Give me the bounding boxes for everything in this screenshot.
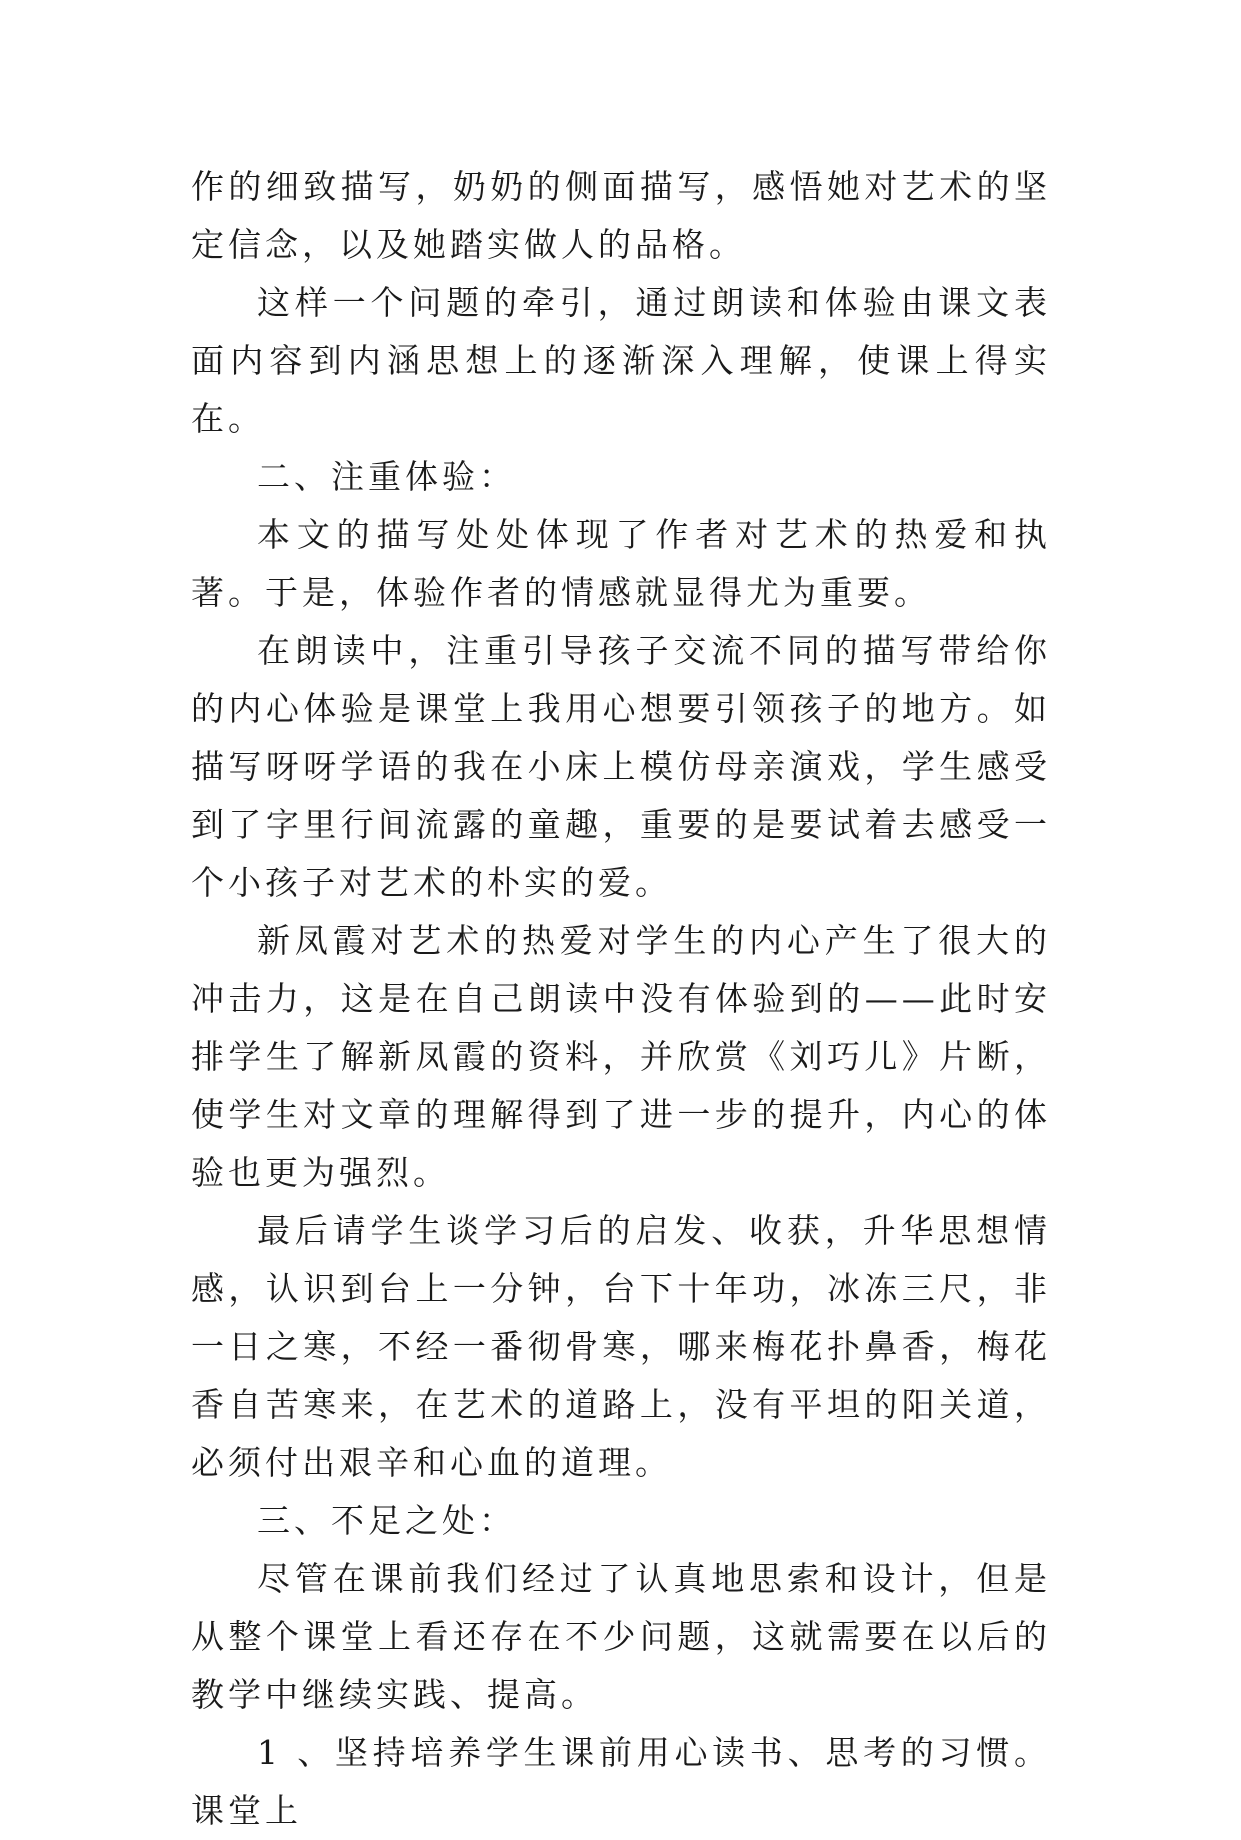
paragraph: 新凤霞对艺术的热爱对学生的内心产生了很大的冲击力，这是在自己朗读中没有体验到的——此时安排学生了解新凤霞的资料，并欣赏《刘巧儿》片断，使学生对文章的理解得到了进一步的提升，内心的体验也更为强烈。 [191,921,1051,1192]
section-heading-shortcomings: 三、不足之处： [257,1501,516,1540]
paragraph: 这样一个问题的牵引，通过朗读和体验由课文表面内容到内涵思想上的逐渐深入理解，使课上得实在。 [191,283,1051,438]
section-heading-experience: 二、注重体验： [257,457,516,496]
document-body [191,158,1051,1840]
paragraph: 本文的描写处处体现了作者对艺术的热爱和执著。于是，体验作者的情感就显得尤为重要。 [191,515,1051,612]
paragraph: 尽管在课前我们经过了认真地思索和设计，但是从整个课堂上看还存在不少问题，这就需要在以后的教学中继续实践、提高。 [191,1559,1051,1714]
paragraph: 在朗读中，注重引导孩子交流不同的描写带给你的内心体验是课堂上我用心想要引领孩子的地方。如描写呀呀学语的我在小床上模仿母亲演戏，学生感受到了字里行间流露的童趣，重要的是要试着去感受一个小孩子对艺术的朴实的爱。 [191,631,1051,902]
list-item-1: 1 、坚持培养学生课前用心读书、思考的习惯。课堂上 [191,1733,1051,1830]
paragraph-continued: 作的细致描写，奶奶的侧面描写，感悟她对艺术的坚定信念，以及她踏实做人的品格。 [191,167,1051,264]
paragraph: 最后请学生谈学习后的启发、收获，升华思想情感，认识到台上一分钟，台下十年功，冰冻三尺，非一日之寒，不经一番彻骨寒，哪来梅花扑鼻香，梅花香自苦寒来，在艺术的道路上，没有平坦的阳关道，必须付出艰辛和心血的道理。 [191,1211,1051,1482]
